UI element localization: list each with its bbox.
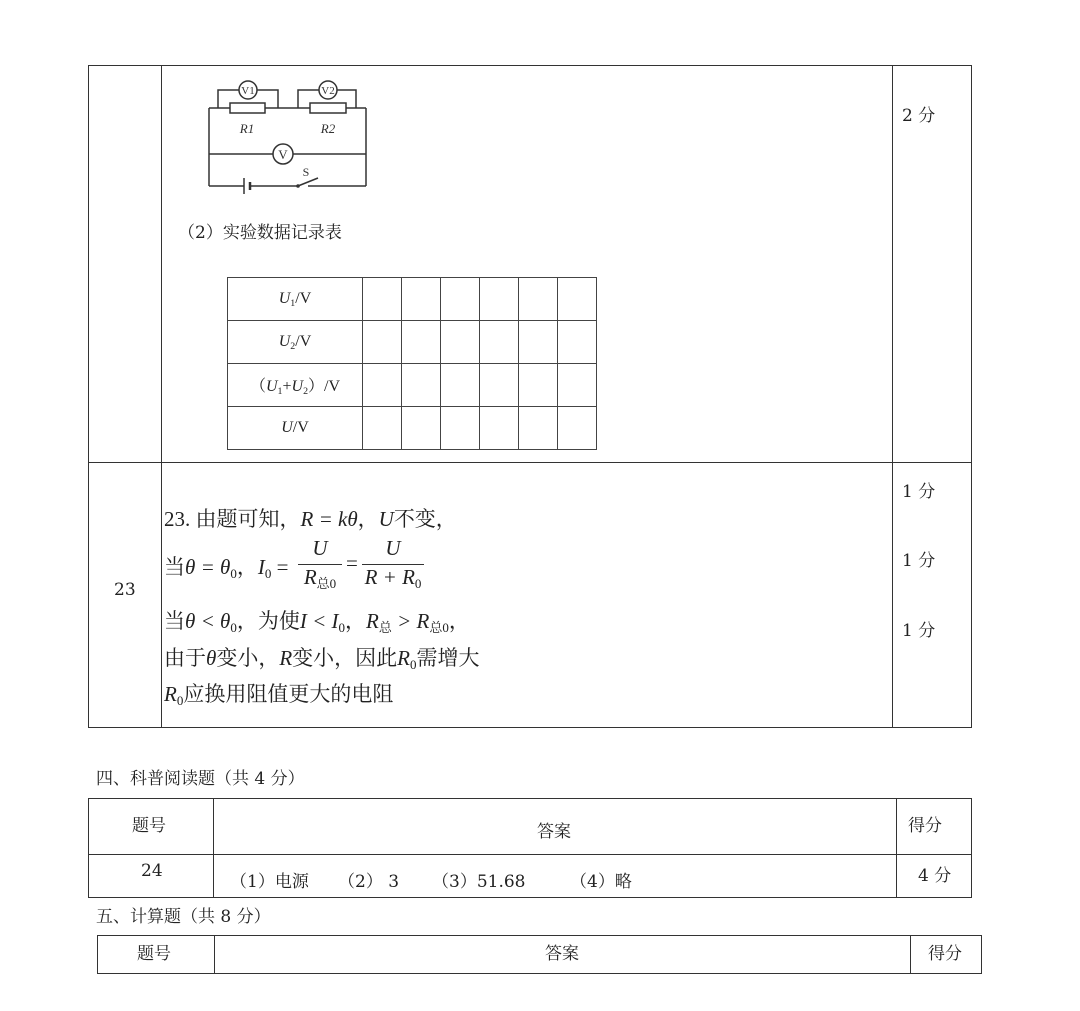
s5-divider-num xyxy=(214,935,215,974)
s5-header-score: 得分 xyxy=(928,944,962,964)
label-v1: V1 xyxy=(241,85,255,97)
score-23-c: 1 分 xyxy=(902,621,936,641)
table-row-u xyxy=(228,407,597,450)
fraction-1: U $R_{总0}$ xyxy=(298,536,342,592)
s4-divider-score xyxy=(896,798,897,898)
table-row-u2 xyxy=(228,321,597,364)
resistor-r1 xyxy=(230,103,265,113)
question-number-23: 23 xyxy=(114,580,136,600)
s4-row-score: 4 分 xyxy=(918,866,952,886)
s4-header-score: 得分 xyxy=(908,816,942,836)
s4-answer-4: （4）略 xyxy=(570,872,632,892)
label-r2: R2 xyxy=(320,121,336,136)
column-divider-score xyxy=(892,65,893,728)
fraction-2: $\frac{U}{R + R_0}$ xyxy=(362,536,424,592)
score-23-b: 1 分 xyxy=(902,551,936,571)
s4-divider-num xyxy=(213,798,214,898)
label-s: S xyxy=(302,165,310,179)
equals-sign: = xyxy=(346,551,358,575)
column-divider-number xyxy=(161,65,162,728)
s4-header-answer: 答案 xyxy=(537,822,571,842)
solution-line-5: $R_0$应换用阻值更大的电阻 xyxy=(164,682,394,708)
s5-header-num: 题号 xyxy=(137,944,171,964)
section-4-table xyxy=(88,798,972,898)
score-top: 2 分 xyxy=(902,106,936,126)
label-r1: R1 xyxy=(239,121,255,136)
score-23-a: 1 分 xyxy=(902,482,936,502)
solution-line-1: 23. 由题可知，R = kθ，U不变， xyxy=(164,507,457,531)
experiment-data-table xyxy=(227,277,597,450)
row-header: $(U_1+U_2)/V$ xyxy=(228,364,363,407)
circuit-diagram xyxy=(200,74,380,194)
s4-row-num: 24 xyxy=(141,861,163,881)
section-5-table xyxy=(97,935,982,974)
solution-line-4: 由于θ变小，R变小，因此$R_0$需增大 xyxy=(164,646,480,672)
table-row-u1 xyxy=(228,278,597,321)
row-divider xyxy=(88,462,972,463)
row-header: $U_1/V$ xyxy=(228,278,363,321)
section-5-heading: 五、计算题（共 8 分） xyxy=(96,907,271,927)
row-header: U/V xyxy=(228,407,363,450)
label-v2: V2 xyxy=(321,85,335,97)
solution-line-2: 当$\theta = \theta_0$，$I_0$ = xyxy=(164,555,289,581)
s4-header-num: 题号 xyxy=(132,816,166,836)
s4-row-divider xyxy=(88,854,972,855)
resistor-r2 xyxy=(310,103,346,113)
s4-answer-1: （1）电源 xyxy=(230,872,309,892)
solution-line-3: 当$\theta < \theta_0$，为使$I < I_0$，$R_总 > R_{总0}$， xyxy=(164,609,470,635)
table-row-sum xyxy=(228,364,597,407)
s4-answer-3: （3）51.68 xyxy=(432,872,526,892)
s5-header-answer: 答案 xyxy=(545,944,579,964)
s4-answer-2: （2） 3 xyxy=(338,872,400,892)
s5-divider-score xyxy=(910,935,911,974)
table-caption: （2）实验数据记录表 xyxy=(178,223,342,243)
section-4-heading: 四、科普阅读题（共 4 分） xyxy=(96,769,305,789)
label-v: V xyxy=(278,147,288,162)
row-header: $U_2/V$ xyxy=(228,321,363,364)
